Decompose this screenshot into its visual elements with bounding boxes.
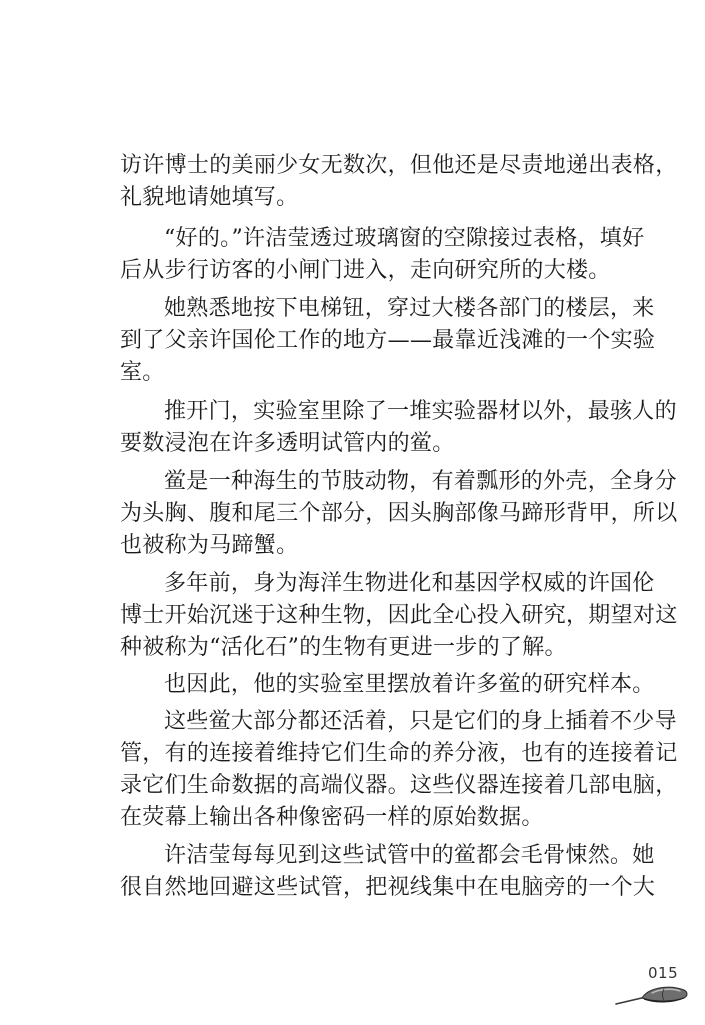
text-line: 许洁莹每每见到这些试管中的鲎都会毛骨悚然。她 — [164, 843, 655, 868]
text-line: 录它们生命数据的高端仪器。这些仪器连接着几部电脑， — [120, 773, 678, 798]
text-line: 礼貌地请她填写。 — [120, 185, 299, 210]
text-line: 很自然地回避这些试管，把视线集中在电脑旁的一个大 — [120, 875, 656, 900]
text-line: 在荧幕上输出各种像密码一样的原始数据。 — [120, 805, 544, 830]
text-line: 种被称为“活化石”的生物有更进一步的了解。 — [120, 635, 567, 660]
text-line: 为头胸、腹和尾三个部分，因头胸部像马蹄形背甲，所以 — [120, 501, 678, 526]
text-line: 博士开始沉迷于这种生物，因此全心投入研究，期望对这 — [120, 603, 678, 628]
text-line: “好的。”许洁莹透过玻璃窗的空隙接过表格，填好 — [164, 226, 645, 251]
text-line: 到了父亲许国伦工作的地方——最靠近浅滩的一个实验 — [120, 328, 656, 353]
text-line: 多年前，身为海洋生物进化和基因学权威的许国伦 — [164, 571, 655, 596]
text-line: 推开门，实验室里除了一堆实验器材以外，最骇人的 — [164, 399, 677, 424]
text-line: 要数浸泡在许多透明试管内的鲎。 — [120, 431, 455, 456]
text-line: 也被称为马蹄蟹。 — [120, 533, 299, 558]
page-number: 015 — [648, 964, 679, 982]
text-line: 这些鲎大部分都还活着，只是它们的身上插着不少导 — [164, 709, 677, 734]
horseshoe-crab-icon — [612, 980, 690, 1010]
text-line: 她熟悉地按下电梯钮，穿过大楼各部门的楼层，来 — [164, 296, 655, 321]
text-line: 室。 — [120, 360, 165, 385]
text-line: 访许博士的美丽少女无数次，但他还是尽责地递出表格， — [120, 153, 678, 178]
text-line: 也因此，他的实验室里摆放着许多鲎的研究样本。 — [164, 672, 655, 697]
text-line: 鲎是一种海生的节肢动物，有着瓢形的外壳，全身分 — [164, 469, 677, 494]
text-line: 后从步行访客的小闸门进入，走向研究所的大楼。 — [120, 258, 611, 283]
text-line: 管，有的连接着维持它们生命的养分液，也有的连接着记 — [120, 741, 678, 766]
